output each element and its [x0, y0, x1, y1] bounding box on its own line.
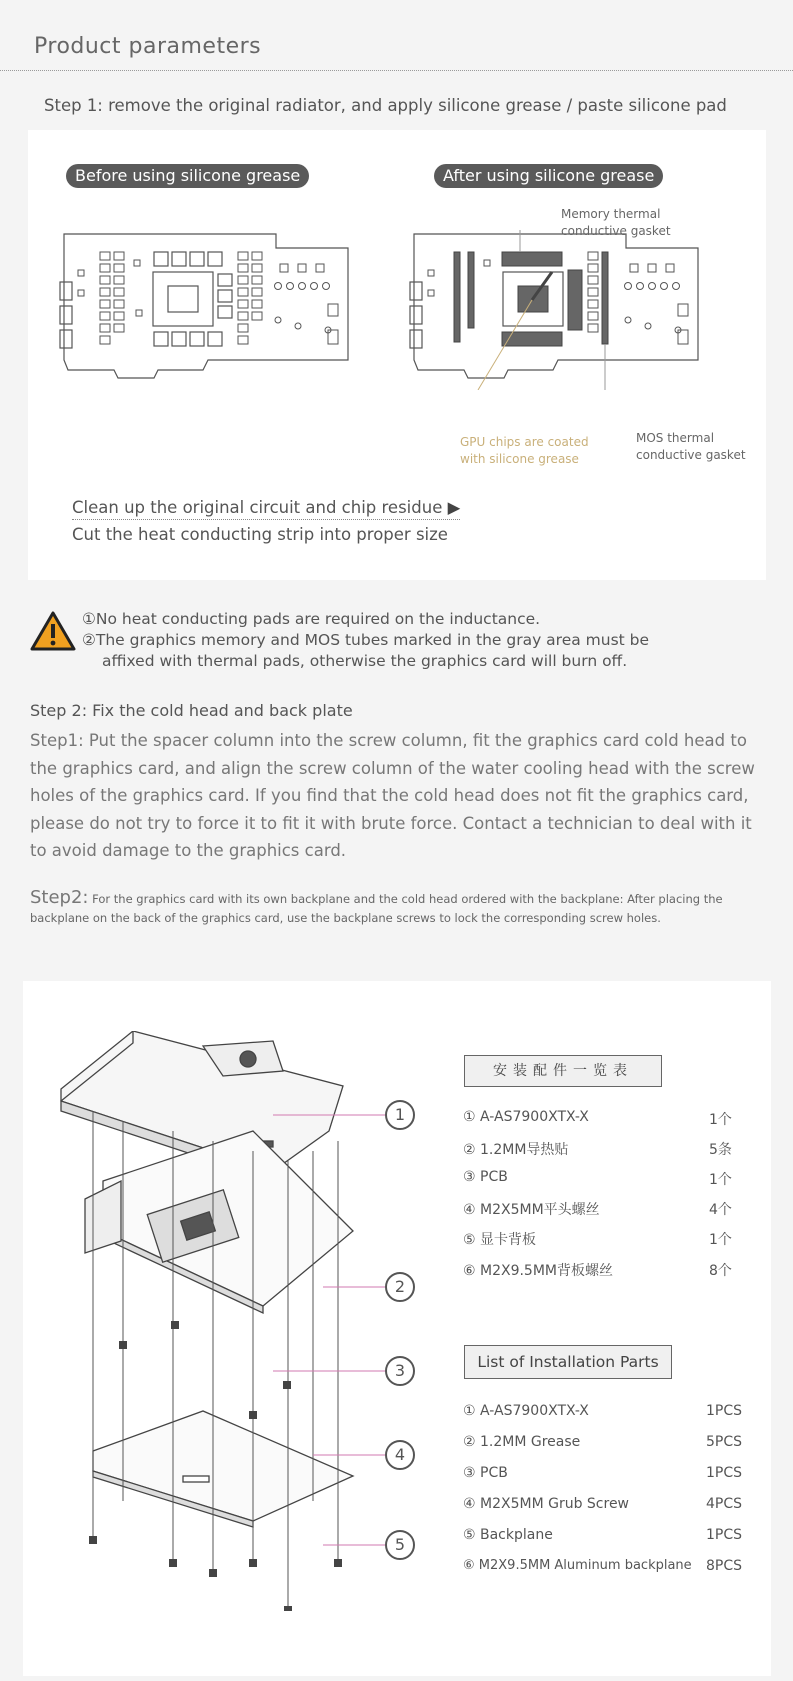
pcb-after-illustration — [408, 230, 708, 390]
pcb-before-illustration — [58, 230, 358, 390]
warning-line-2: ②The graphics memory and MOS tubes marked in the gray area must be — [82, 631, 650, 649]
triangle-right-icon: ▶ — [447, 498, 461, 517]
parts-list-title-en: List of Installation Parts — [464, 1345, 672, 1379]
page-title: Product parameters — [34, 34, 262, 59]
step2-body: Step1: Put the spacer column into the screw column, fit the graphics card cold head to the graphics card, and align the screw column of the water cooling head with the screw holes of the graphics card. If you find that the cold head does not fit the graphics card, please do not try to force it to fit it with brute force. Contact a technician to deal with it to avoid damage to the graphics card. — [30, 731, 755, 860]
step2-sub-text: For the graphics card with its own backplane and the cold head ordered with the backplane: After placing the backplane on the back of the graphics card, use the backplane screws to lock the corresponding screw holes. — [30, 892, 723, 925]
leader-lines — [273, 1071, 433, 1591]
warning-line-3: affixed with thermal pads, otherwise the graphics card will burn off. — [102, 652, 628, 670]
after-grease-label: After using silicone grease — [434, 164, 663, 188]
step1-heading: Step 1: remove the original radiator, and apply silicone grease / paste silicone pad — [44, 96, 727, 115]
diagram-number-1: 1 — [385, 1100, 415, 1130]
parts-panel: 1 2 3 4 5 安装配件一览表 ① A-AS7900XTX-X 1个 ② 1.2MM导热贴 5条 ③ PCB 1个 ④ M2X5MM平头螺丝 4个 ⑤ 显卡背板 1个 ⑥ M2X9.5MM背板螺丝 8个 List of Installation Parts ① A-AS7900XTX-X 1PCS ② 1.2MM Grease 5PCS ③ PCB 1PCS ④ M2X5MM Grub Screw 4PCS ⑤ Backplane 1PCS ⑥ M2X9.5MM Aluminum backplane 8PCS — [23, 981, 771, 1676]
step2-heading: Step 2: Fix the cold head and back plate — [30, 701, 353, 720]
diagram-number-3: 3 — [385, 1356, 415, 1386]
title-divider — [0, 70, 793, 71]
diagram-number-2: 2 — [385, 1272, 415, 1302]
step1-panel — [28, 130, 766, 580]
step2-sub-label: Step2: — [30, 887, 89, 908]
step2-sub-instruction — [30, 888, 770, 928]
warning-icon — [30, 610, 76, 652]
instruction-clean: Clean up the original circuit and chip residue ▶ — [72, 498, 460, 520]
parts-list-title-cn: 安装配件一览表 — [464, 1055, 662, 1087]
before-grease-label: Before using silicone grease — [66, 164, 309, 188]
instruction-cut: Cut the heat conducting strip into proper size — [72, 525, 448, 544]
memory-gasket-callout: Memory thermal conductive gasket — [561, 207, 671, 238]
gpu-grease-callout: GPU chips are coated with silicone grease — [460, 435, 589, 466]
mos-gasket-callout: MOS thermal conductive gasket — [636, 431, 746, 462]
diagram-number-5: 5 — [385, 1530, 415, 1560]
warning-line-1: ①No heat conducting pads are required on the inductance. — [82, 610, 541, 628]
diagram-number-4: 4 — [385, 1440, 415, 1470]
